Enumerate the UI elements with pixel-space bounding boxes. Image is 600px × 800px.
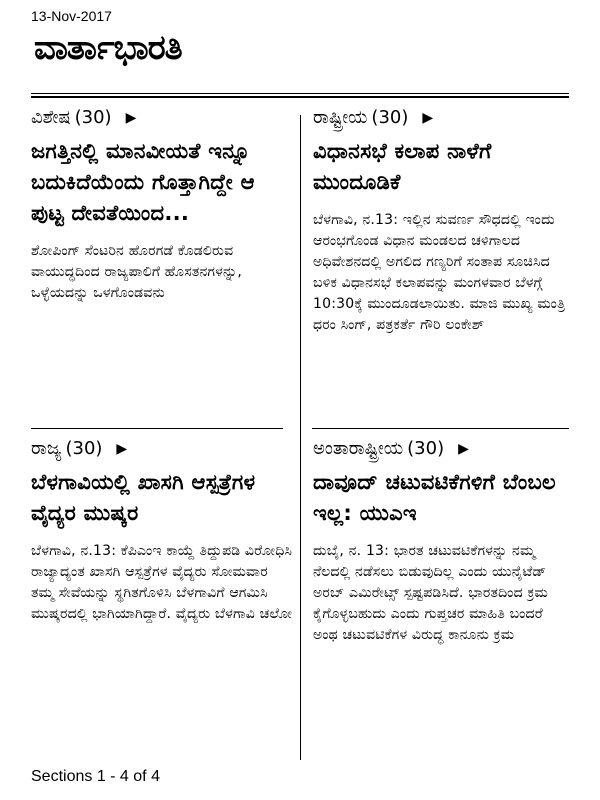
section-header-rajya[interactable]: [31, 437, 293, 461]
play-arrow-icon[interactable]: ▶: [125, 110, 137, 126]
article-headline[interactable]: ದಾವೂದ್ ಚಟುವಟಿಕೆಗಳಿಗೆ ಬೆಂಬಲ ಇಲ್ಲ: ಯುಎಇ: [313, 470, 556, 525]
article-summary: ದುಬೈ, ನ. 13: ಭಾರತ ಚಟುವಟಿಕೆಗಳನ್ನು ನಮ್ಮ ನೆಲದಲ್ಲಿ ನಡೆಸಲು ಬಿಡುವುದಿಲ್ಲ ಎಂದು ಯುನೈಟೆಡ್ ಅರಬ್ ಎಮಿರೇಟ್ಸ್ ಸ್ಪಷ್ಟಪಡಿಸಿದೆ. ಭಾರತದಿಂದ ಕ್ರಮ ಕೈಗೊಳ್ಳಬಹುದು ಎಂದು ಗುಪ್ತಚರ ಮಾಹಿತಿ ಬಂದರೆ ಅಂಥ ಚಟುವಟಿಕೆಗಳ ವಿರುದ್ಧ ಕಾನೂನು ಕ್ರಮ: [313, 543, 549, 643]
brand-logo: ವಾರ್ತಾಭಾರತಿ: [34, 28, 182, 68]
header-divider: [31, 93, 569, 94]
article-summary: ಶೋಪಿಂಗ್ ಸೆಂಟರಿನ ಹೊರಗಡೆ ಕೊಡಲಿರುವ ವಾಯುದ್ಧದಿಂದ ರಾಜ್ಯಪಾಲಿಗೆ ಹೊಸತನಗಳನ್ನು, ಒಳ್ಳೆಯದನ್ನು ಒಳಗೊಂಡವನು: [31, 243, 242, 301]
column-divider: [300, 115, 301, 760]
section-vishesha: [31, 106, 293, 304]
section-antarashtriya: [313, 437, 569, 646]
section-count: (30): [65, 438, 103, 459]
section-count: (30): [407, 438, 445, 459]
section-rajya: [31, 437, 293, 625]
pagination-label: Sections 1 - 4 of 4: [31, 768, 160, 785]
section-title: ಅಂತಾರಾಷ್ಟ್ರೀಯ: [313, 438, 404, 459]
date-label: 13-Nov-2017: [31, 8, 112, 24]
play-arrow-icon[interactable]: ▶: [422, 110, 434, 126]
section-title: ವಿಶೇಷ: [31, 107, 71, 128]
article-summary: ಬೆಳಗಾವಿ, ನ.13: ಇಲ್ಲಿನ ಸುವರ್ಣ ಸೌಧದಲ್ಲಿ ಇಂದು ಆರಂಭಗೊಂಡ ವಿಧಾನ ಮಂಡಲದ ಚಳಿಗಾಲದ ಅಧಿವೇಶನದಲ್ಲಿ ಅಗಲಿದ ಗಣ್ಯರಿಗೆ ಸಂತಾಪ ಸೂಚಿಸಿದ ಬಳಿಕ ವಿಧಾನಸಭೆ ಕಲಾಪವನ್ನು ಮಂಗಳವಾರ ಬೆಳಗ್ಗೆ 10:30ಕ್ಕೆ ಮುಂದೂಡಲಾಯಿತು. ಮಾಜಿ ಮುಖ್ಯ ಮಂತ್ರಿ ಧರಂ ಸಿಂಗ್, ಪತ್ರಕರ್ತೆ ಗೌರಿ ಲಂಕೇಶ್: [313, 212, 566, 333]
section-title: ರಾಷ್ಟ್ರೀಯ: [313, 107, 368, 128]
section-header-vishesha[interactable]: [31, 106, 293, 130]
row-divider-left: [31, 428, 283, 429]
section-header-rashtriya[interactable]: [313, 106, 569, 130]
section-header-antarashtriya[interactable]: [313, 437, 569, 461]
article-headline[interactable]: ಜಗತ್ತಿನಲ್ಲಿ ಮಾನವೀಯತೆ ಇನ್ನೂ ಬದುಕಿದೆಯೆಂದು ಗೊತ್ತಾಗಿದ್ದೇ ಆ ಪುಟ್ಟ ದೇವತೆಯಿಂದ...: [31, 139, 255, 225]
section-count: (30): [371, 107, 409, 128]
section-rashtriya: [313, 106, 569, 336]
article-summary: ಬೆಳಗಾವಿ, ನ.13: ಕೆಪಿಎಂಇ ಕಾಯ್ದೆ ತಿದ್ದುಪಡಿ ವಿರೋಧಿಸಿ ರಾಜ್ಯಾದ್ಯಂತ ಖಾಸಗಿ ಆಸ್ಪತ್ರೆಗಳ ವೈದ್ಯರು ಸೋಮವಾರ ತಮ್ಮ ಸೇವೆಯನ್ನು ಸ್ಥಗಿತಗೊಳಿಸಿ ಬೆಳಗಾವಿಗೆ ಆಗಮಿಸಿ ಮುಷ್ಕರದಲ್ಲಿ ಭಾಗಿಯಾಗಿದ್ದಾರೆ. ವೈದ್ಯರು ಬೆಳಗಾವಿ ಚಲೋ: [31, 543, 293, 622]
row-divider-right: [312, 428, 569, 429]
article-headline[interactable]: ವಿಧಾನಸಭೆ ಕಲಾಪ ನಾಳೆಗೆ ಮುಂದೂಡಿಕೆ: [313, 139, 492, 194]
section-title: ರಾಜ್ಯ: [31, 438, 62, 459]
play-arrow-icon[interactable]: ▶: [116, 441, 128, 457]
header-divider-thick: [31, 96, 569, 98]
section-count: (30): [74, 107, 112, 128]
article-headline[interactable]: ಬೆಳಗಾವಿಯಲ್ಲಿ ಖಾಸಗಿ ಆಸ್ಪತ್ರೆಗಳ ವೈದ್ಯರ ಮುಷ್ಕರ: [31, 470, 256, 525]
play-arrow-icon[interactable]: ▶: [458, 441, 469, 457]
